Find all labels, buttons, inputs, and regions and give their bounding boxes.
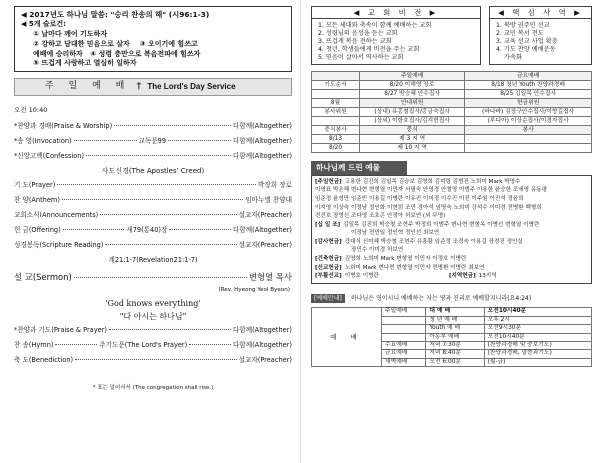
order-row: 찬 송(Hymn) 주기도문(The Lord's Prayer) 다함께(Altogether): [14, 341, 292, 350]
duty-table: [311, 71, 592, 153]
vision-item: 3. 뜨겁게 복음 전하는 교회: [318, 38, 392, 46]
vision-item: 1. 모든 세대와 축속이 함께 예배하는 교회: [318, 22, 432, 30]
order-row: 교회소식(Announcements) 설교자(Preacher): [14, 211, 292, 220]
vision-item: 5. 믿음이 살아서 역사하는 교회: [318, 54, 404, 62]
table-row: 8월 안내위원 헌금위원: [312, 99, 592, 108]
core-item: 4. 기도 찬양 예배운동: [496, 46, 556, 54]
offering-line: 전진호 장영신 조다영 조호곤 안경아 허보연 (외 무명): [315, 213, 446, 220]
order-row: *찬양과 기도(Praise & Prayer) 다함께(Altogether): [14, 326, 292, 335]
core-item: 가속화: [504, 54, 522, 62]
banner-english: The Lord's Day Service: [147, 82, 236, 91]
sermon-title-korean: "다 아시는 하나님": [119, 312, 187, 322]
table-row: 중식봉사 중식 봉사: [312, 126, 592, 135]
offering-line: 장민수 이미경 허보연: [351, 247, 404, 254]
offering-line: 임준정 윤성만 임준빈 이용길 이병란 이유진 이미경 이수진 이진 이주원 이진석 정윤희: [315, 195, 524, 202]
table-row: 8/13 제 3 지 역: [312, 135, 592, 144]
motto-box: [14, 6, 292, 72]
motto-title: ◀ 2017년도 하나님 말씀: "승리 찬송의 해" (시96:1-3): [21, 10, 210, 19]
offering-heading: 하나님께 드린 예물: [311, 161, 407, 174]
table-row: 새벽예배 오전 6:00분 (월-금): [312, 358, 592, 366]
slogan-5: ⑤ 뜨겁게 사랑하고 열심히 일하자: [33, 59, 137, 68]
right-page: [300, 0, 600, 463]
order-row: 기 도(Prayer) 박장희 장로: [14, 181, 292, 190]
table-row: 아동부 예배 오전10시40분: [312, 333, 592, 341]
table-row: 금요예배 저녁 8:40분 (찬양과경배, 말씀과기도): [312, 350, 592, 358]
order-row: 축 도(Benediction) 설교자(Preacher): [14, 356, 292, 365]
core-item: 2. 교민 복서 전도: [496, 30, 544, 38]
table-row: 8/20 제 10 지 역: [312, 144, 592, 153]
banner-korean: 주 일 예 배: [45, 81, 131, 92]
offering-line: [선교헌금] 노희미 Mark 변나현 변형열 이민자 전병환 이병란 최보연: [315, 264, 485, 271]
vision-item: 4. 청년, 학생들에게 비전을 주는 교회: [318, 46, 420, 54]
offering-line: 이지영 이상숙 이정남 정인화 이현희 조민 경아석 임명숙 노희미 강석수 이미경 전병환 백형희: [315, 204, 542, 211]
offering-line: [감사헌금] 강대식 신미혜 박승철 조현주 유흥황 임준정 조정숙 이용길 장경진 정인실: [315, 238, 523, 245]
motto-subtitle: ◀ 5개 슬로건:: [21, 20, 66, 29]
standing-note: * 표는 일어서서 (The congregation shall rise.): [92, 385, 214, 392]
vision-section: [311, 6, 592, 65]
table-row: 수요예배 저녁 7:30분 (찬양과경배 및 중보기도): [312, 341, 592, 349]
offering-line: 이영표 박은혜 변나현 변형열 이민자 서필숙 안영경 안철영 이범주 이용한 윤승한 조세영 유동평: [315, 187, 548, 194]
table-row: 봉사위원 (상내) 유홍철집사/홍금숙집사 (바나바) 김장구안수집사/이향길집사: [312, 108, 592, 117]
slogan-3: 예배에 승리하자 ④ 성령 충만으로 복음전파에 힘쓰자: [33, 49, 201, 58]
service-banner: [14, 78, 292, 96]
worship-schedule-table: [311, 307, 592, 367]
table-row: (상외) 이항호집사/김지현집사 (루디아) 이상순집사/이경자집사: [312, 117, 592, 126]
vision-item: 2. 성령님의 음성을 듣는 교회: [318, 30, 398, 38]
preacher-english: (Rev. Hyeong Yeol Byeon): [218, 287, 290, 294]
offering-line: [부활선교] 이병호 이병란 [지역헌금] 13지역: [315, 273, 497, 280]
table-row: 예 배 주일예배 대 예 배 오전10시40분: [312, 308, 592, 316]
order-row: *신앙고백(Confession) 다함께(Altogether): [14, 152, 292, 161]
order-row: *찬양과 경배(Praise & Worship) 다함께(Altogether): [14, 122, 292, 131]
church-vision-heading: ◀ 교 회 비 전 ▶: [312, 7, 480, 19]
offering-line: [주일헌금] 고용한 김진희 김일목 김승보 김영희 김미령 김범진 노희미 Mark 박영수: [315, 178, 521, 185]
table-row: Youth 예 배 오전9시30분: [312, 325, 592, 333]
offering-line: [십 일 조] 김일목 김진희 박승철 조현주 박정희 이범주 변나현 변형옥 이병선 변형열 이병란: [315, 221, 540, 228]
sermon-title-english: 'God knows everything': [105, 299, 201, 309]
slogan-1: ① 날마다 깨어 기도하자: [33, 30, 108, 38]
offering-line: [건축헌금] 김영희 노희미 Mark 변형열 이민자 이정호 이병란: [315, 256, 467, 263]
core-ministry-heading: ◀ 핵 심 사 역 ▶: [490, 7, 591, 19]
worship-guide-tag: [예배안내]: [311, 294, 345, 304]
table-row: 청 년 예 배 오후 2시: [312, 316, 592, 324]
core-item: 1. 북방 권주민 선교: [496, 22, 550, 30]
worship-guide-verse: 하나님은 영이시니 예배하는 자는 영과 진리로 예배할지니라(요4:24): [350, 294, 532, 302]
table-row: 기도순서 8/20 이해영 장로 8/18 청년 Youth 찬양과경배: [312, 81, 592, 90]
creed-label: 사도신경(The Apostles' Creed): [101, 167, 205, 176]
order-of-service: [14, 122, 292, 371]
core-ministry-box: [489, 6, 592, 65]
church-vision-box: [311, 6, 481, 65]
order-row: 성경봉독(Scripture Reading) 설교자(Preacher): [14, 241, 292, 250]
worship-guide-header: [311, 294, 592, 304]
order-row: 찬 양(Anthem) 임마누엘 찬양대: [14, 196, 292, 205]
order-row: 헌 금(Offering) 새79(통40)장 다함께(Altogether): [14, 226, 293, 235]
order-row: *송 영(Invocation) 교독문99 다함께(Altogether): [14, 137, 293, 146]
table-row: 8/27 박승혜 안수집사 8/25 김일목 안수집사: [312, 90, 592, 99]
core-item: 3. 교육 선교 사업 확충: [496, 38, 558, 46]
scripture-reference: 계21:1-7(Revelation21:1-7): [108, 256, 198, 265]
service-time: 오전 10:40: [14, 106, 48, 114]
slogan-2: ② 강하고 담대한 믿음으로 살자 ③ 오이기에 힘쓰고: [33, 39, 198, 48]
sermon-row: 설 교(Sermon) 변형열 목사: [14, 272, 292, 283]
offering-line: 이정남 전민일 정인혁 정인선 최보연: [351, 230, 440, 237]
table-row: 주일예배 금요예배: [312, 72, 592, 81]
offering-list: [311, 175, 592, 284]
cross-icon: †: [136, 80, 142, 92]
